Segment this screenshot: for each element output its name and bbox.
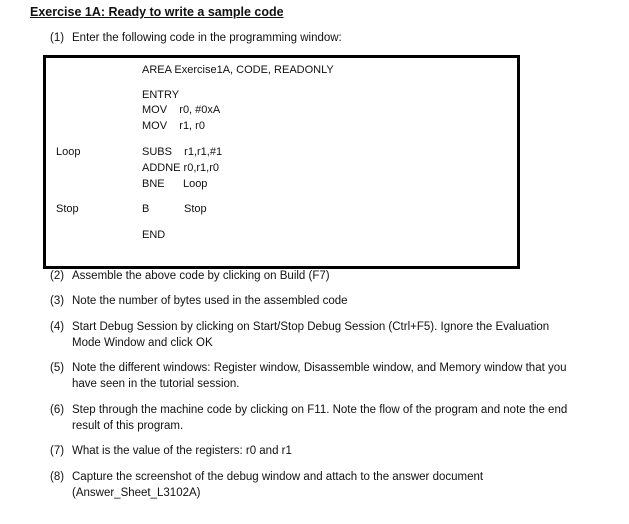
step-1 [50, 30, 572, 46]
step-6 [50, 402, 572, 434]
code-area-line: AREA Exercise1A, CODE, READONLY [142, 64, 334, 76]
code-entry-line: ENTRY [142, 89, 180, 101]
step-number: (5) [50, 362, 65, 374]
step-number: (6) [50, 404, 65, 416]
step-number: (7) [50, 445, 65, 457]
step-number: (2) [50, 270, 65, 282]
code-b-instruction: B [142, 203, 150, 215]
step-7 [50, 443, 572, 459]
step-text: Capture the screenshot of the debug window and attach to the answer document (Answer_Sheet_L3102A) [72, 471, 484, 499]
step-text: Start Debug Session by clicking on Start/Stop Debug Session (Ctrl+F5). Ignore the Evaluation Mode Window and click OK [72, 321, 550, 349]
code-box [43, 55, 520, 269]
step-text: What is the value of the registers: r0 and r1 [72, 445, 292, 457]
step-text: Assemble the above code by clicking on Build (F7) [72, 270, 330, 282]
step-text: Step through the machine code by clicking on F11. Note the flow of the program and note the end result of this program. [72, 404, 568, 432]
step-5 [50, 360, 572, 392]
step-number: (3) [50, 295, 65, 307]
step-number: (8) [50, 471, 65, 483]
step-8 [50, 469, 572, 501]
step-4 [50, 319, 572, 351]
code-bne-line: BNE Loop [142, 178, 208, 190]
step-text: Note the number of bytes used in the assembled code [72, 295, 348, 307]
code-mov-r0-line: MOV r0, #0xA [142, 104, 221, 116]
step-2 [50, 268, 572, 284]
step-number: (1) [50, 32, 65, 44]
code-end-line: END [142, 229, 166, 241]
exercise-title: Exercise 1A: Ready to write a sample code [30, 5, 284, 19]
code-b-target: Stop [184, 203, 207, 215]
step-number: (4) [50, 321, 65, 333]
code-subs-line: SUBS r1,r1,#1 [142, 146, 223, 158]
code-label-loop: Loop [56, 146, 81, 158]
step-3 [50, 293, 572, 309]
code-label-stop: Stop [56, 203, 79, 215]
step-text: Enter the following code in the programming window: [72, 32, 342, 44]
code-addne-line: ADDNE r0,r1,r0 [142, 162, 220, 174]
code-mov-r1-line: MOV r1, r0 [142, 120, 205, 132]
step-text: Note the different windows: Register window, Disassemble window, and Memory window that you have seen in the tutorial session. [72, 362, 567, 390]
